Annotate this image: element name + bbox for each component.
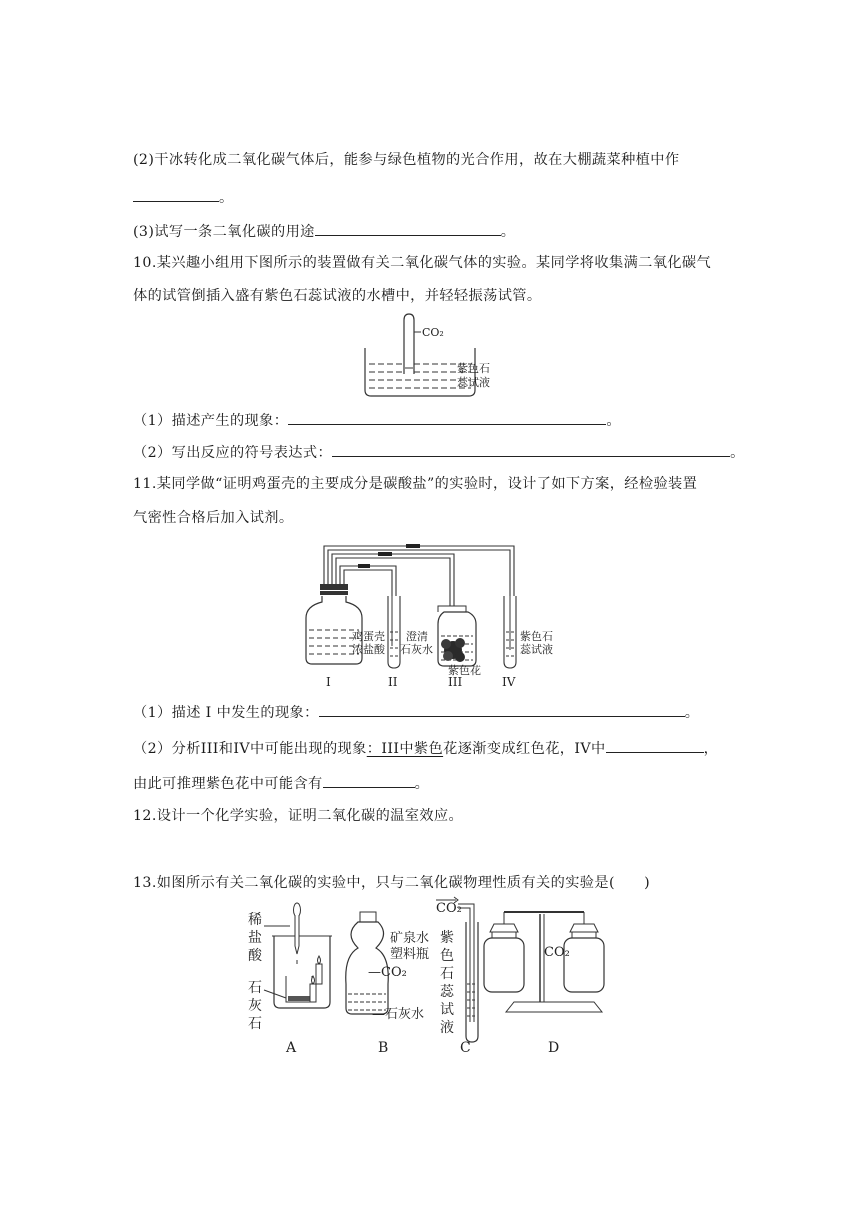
figA-stone-2: 灰 <box>248 998 262 1014</box>
q13-line1: 13.如图所示有关二氧化碳的实验中，只与二氧化碳物理性质有关的实验是( ) <box>133 875 651 891</box>
figA-acid-3: 酸 <box>248 948 262 964</box>
label-I: I <box>326 675 331 689</box>
q11-line1: 11.某同学做“证明鸡蛋壳的主要成分是碳酸盐”的实验时，设计了如下方案，经检验装置 <box>133 476 698 492</box>
q10-figure <box>355 312 515 404</box>
q13-figure <box>244 894 624 1056</box>
plastic-bottle-icon <box>346 912 389 1014</box>
figB-bottle-label-1: 矿泉水 <box>390 931 430 946</box>
label-III: III <box>448 675 463 689</box>
label-II: II <box>388 675 398 689</box>
q11-sub2-line2: 由此可推理紫色花中可能含有 。 <box>133 772 429 794</box>
limewater-label-1: 澄清 <box>406 630 428 643</box>
answer-blank[interactable] <box>133 186 219 202</box>
figC-co2-label: CO₂ <box>436 901 462 916</box>
flower-label: 紫色花 <box>448 664 481 677</box>
answer-blank[interactable] <box>319 701 685 717</box>
figB-lime-label: —石灰水 <box>372 1007 425 1022</box>
egg-shell-label: 鸡蛋壳 <box>352 630 385 643</box>
balance-icon <box>484 912 604 1012</box>
label-A: A <box>286 1040 297 1056</box>
q10-sub1: （1）描述产生的现象： 。 <box>133 409 621 431</box>
gas-pipes <box>324 546 514 610</box>
figC-litmus-2: 色 <box>440 948 454 964</box>
q11-sub2: （2）分析III和IV中可能出现的现象：III中紫色花逐渐变成红色花，IV中 ， <box>133 737 718 759</box>
figC-litmus-3: 石 <box>440 966 454 982</box>
label-B: B <box>378 1040 389 1056</box>
answer-blank[interactable] <box>315 220 501 236</box>
figC-litmus-6: 液 <box>440 1020 454 1036</box>
q10-sub2: （2）写出反应的符号表达式： 。 <box>133 441 745 463</box>
q9-part2-line2: 。 <box>133 186 234 208</box>
label-C: C <box>460 1040 471 1056</box>
dropper-icon <box>294 903 301 964</box>
answer-blank[interactable] <box>332 441 730 457</box>
q10-line2: 体的试管倒插入盛有紫色石蕊试液的水槽中，并轻轻振荡试管。 <box>133 288 542 304</box>
answer-blank[interactable] <box>323 772 415 788</box>
label-IV: IV <box>502 675 516 689</box>
litmus-label-2: 蕊试液 <box>520 643 553 656</box>
co2-label: CO₂ <box>422 326 444 339</box>
figB-bottle-label-2: 塑料瓶 <box>390 947 430 962</box>
figD-co2-label: CO₂ <box>544 945 570 960</box>
litmus-label-1: 紫色石 <box>520 630 553 643</box>
answer-blank[interactable] <box>606 737 704 753</box>
q11-figure <box>298 540 560 690</box>
figC-litmus-1: 紫 <box>440 930 454 946</box>
label-D: D <box>548 1040 560 1056</box>
figC-litmus-5: 试 <box>440 1002 454 1018</box>
q9-part2-line1: (2)干冰转化成二氧化碳气体后，能参与绿色植物的光合作用，故在大棚蔬菜种植中作 <box>133 152 680 168</box>
q11-sub1: （1）描述 I 中发生的现象： 。 <box>133 701 699 723</box>
figA-stone-3: 石 <box>248 1016 262 1032</box>
liquid-dashes <box>369 364 471 388</box>
figC-litmus-4: 蕊 <box>440 984 454 1000</box>
figA-stone-1: 石 <box>248 980 262 996</box>
q12-line1: 12.设计一个化学实验，证明二氧化碳的温室效应。 <box>133 808 464 824</box>
figA-acid-2: 盐 <box>248 930 262 946</box>
litmus-label-1: 紫色石 <box>457 362 490 375</box>
figA-acid-1: 稀 <box>248 912 262 928</box>
figB-co2-label: —CO₂ <box>368 965 407 980</box>
limewater-label-2: 石灰水 <box>400 643 433 656</box>
q9-part3: (3)试写一条二氧化碳的用途 。 <box>133 220 515 242</box>
acid-label: 浓盐酸 <box>352 643 385 656</box>
litmus-label-2: 蕊试液 <box>457 376 490 389</box>
q10-line1: 10.某兴趣小组用下图所示的装置做有关二氧化碳气体的实验。某同学将收集满二氧化碳气 <box>133 255 712 271</box>
answer-blank[interactable] <box>288 409 606 425</box>
q11-line2: 气密性合格后加入试剂。 <box>133 510 294 526</box>
flower-icon <box>441 638 465 662</box>
